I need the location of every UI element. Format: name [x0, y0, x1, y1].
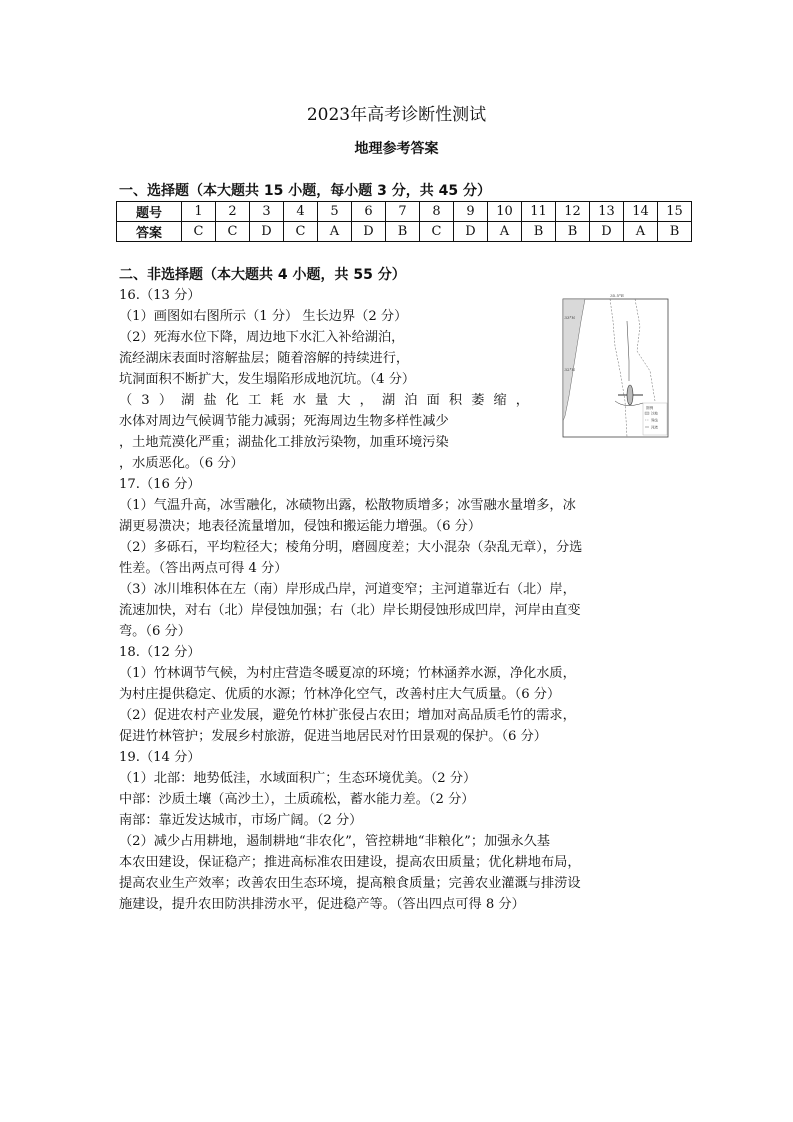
q17-line: （2）多砾石，平均粒径大；棱角分明，磨圆度差；大小混杂（杂乱无章），分选 — [119, 540, 583, 555]
q18-line: 促进竹林管护；发展乡村旅游，促进当地居民对竹田景观的保护。（6 分） — [119, 729, 547, 744]
q17-line: 17.（16 分） — [119, 477, 201, 492]
q17-line: （1）气温升高，冰雪融化，冰碛物出露，松散物质增多；冰雪融水量增多，冰 — [119, 498, 576, 513]
legend-sand: 沙地 — [651, 411, 658, 416]
q19-line: 南部：靠近发达城市，市场广阔。（2 分） — [119, 813, 363, 828]
table-cell: 4 — [284, 202, 318, 222]
q17-line: 性差。（答出两点可得 4 分） — [119, 561, 288, 576]
q17-line: 弯。（6 分） — [119, 624, 191, 639]
q19-line: （1）北部：地势低洼，水域面积广；生态环境优美。（2 分） — [119, 771, 477, 786]
section1-heading: 一、选择题（本大题共 15 小题，每小题 3 分，共 45 分） — [119, 183, 491, 199]
q16-line: （1）画图如右图所示（1 分） 生长边界（2 分） — [119, 309, 408, 324]
table-row-numbers — [117, 202, 692, 222]
table-cell: 15 — [658, 202, 692, 222]
table-cell: 5 — [318, 202, 352, 222]
q18-line: 18.（12 分） — [119, 645, 201, 660]
answer-table — [116, 201, 692, 242]
q16-line: 流经湖床表面时溶解盐层；随着溶解的持续进行， — [119, 351, 410, 366]
q18-line: （2）促进农村产业发展，避免竹林扩张侵占农田；增加对高品质毛竹的需求， — [119, 708, 576, 723]
q17-line: （3）冰川堆积体在左（南）岸形成凸岸，河道变窄；主河道靠近右（北）岸， — [119, 582, 576, 597]
lat-label-2: 32°N — [564, 367, 575, 372]
q16-line: （3）湖盐化工耗水量大，湖泊面积萎缩， — [119, 393, 529, 408]
table-cell: C — [216, 222, 250, 242]
table-cell: 3 — [250, 202, 284, 222]
table-cell: 10 — [488, 202, 522, 222]
q16-line: 坑洞面积不断扩大，发生塌陷形成地沉坑。（4 分） — [119, 372, 416, 387]
page-title: 2023年高考诊断性测试 — [306, 105, 487, 125]
row-label-answer: 答案 — [117, 222, 182, 242]
table-cell: 6 — [352, 202, 386, 222]
q17-line: 湖更易溃决；地表径流量增加，侵蚀和搬运能力增强。（6 分） — [119, 519, 482, 534]
legend-border: 界线 — [651, 418, 658, 423]
table-cell: 14 — [624, 202, 658, 222]
table-cell: 8 — [420, 202, 454, 222]
q18-line: （1）竹林调节气候，为村庄营造冬暖夏凉的环境；竹林涵养水源，净化水质， — [119, 666, 576, 681]
q16-line: 水体对周边气候调节能力减弱；死海周边生物多样性减少 — [119, 414, 449, 429]
table-cell: A — [488, 222, 522, 242]
lon-label: 35.5°E — [610, 293, 624, 298]
q16-line: ，土地荒漠化严重；湖盐化工排放污染物，加重环境污染 — [119, 435, 449, 450]
row-label-number: 题号 — [117, 202, 182, 222]
table-cell: C — [284, 222, 318, 242]
table-row-answers — [117, 222, 692, 242]
q19-line: 施建设，提升农田防洪排涝水平，促进稳产等。（答出四点可得 8 分） — [119, 897, 525, 912]
q16-line: 16.（13 分） — [119, 288, 201, 303]
table-cell: D — [250, 222, 284, 242]
table-cell: 2 — [216, 202, 250, 222]
q19-line: 本农田建设，保证稳产；推进高标准农田建设，提高农田质量；优化耕地布局， — [119, 855, 581, 870]
table-cell: B — [556, 222, 590, 242]
q19-line: 中部：沙质土壤（高沙土），土质疏松，蓄水能力差。（2 分） — [119, 792, 475, 807]
table-cell: A — [318, 222, 352, 242]
q17-line: 流速加快，对右（北）岸侵蚀加强；右（北）岸长期侵蚀形成凹岸，河岸由直变 — [119, 603, 581, 618]
table-cell: D — [352, 222, 386, 242]
section2-heading: 二、非选择题（本大题共 4 小题，共 55 分） — [119, 267, 406, 283]
q19-line: 19.（14 分） — [119, 750, 201, 765]
q19-line: 提高农业生产效率；改善农田生态环境，提高粮食质量；完善农业灌溉与排涝设 — [119, 876, 581, 891]
table-cell: B — [658, 222, 692, 242]
legend-river: 河流 — [651, 425, 658, 430]
table-cell: 9 — [454, 202, 488, 222]
table-cell: D — [454, 222, 488, 242]
table-cell: 7 — [386, 202, 420, 222]
table-cell: A — [624, 222, 658, 242]
lat-label-1: 33°N — [564, 315, 575, 320]
legend-title: 图例 — [646, 406, 654, 410]
table-cell: C — [182, 222, 216, 242]
table-cell: D — [590, 222, 624, 242]
table-cell: 11 — [522, 202, 556, 222]
table-cell: 13 — [590, 202, 624, 222]
dead-sea-map — [555, 291, 672, 441]
q16-line: ，水质恶化。（6 分） — [119, 456, 244, 471]
q19-line: （2）减少占用耕地，遏制耕地“非农化”，管控耕地“非粮化”；加强永久基 — [119, 834, 550, 849]
table-cell: B — [386, 222, 420, 242]
q18-line: 为村庄提供稳定、优质的水源；竹林净化空气，改善村庄大气质量。（6 分） — [119, 687, 561, 702]
q16-line: （2）死海水位下降，周边地下水汇入补给湖泊， — [119, 330, 405, 345]
table-cell: 12 — [556, 202, 590, 222]
table-cell: 1 — [182, 202, 216, 222]
page-subtitle: 地理参考答案 — [354, 141, 439, 157]
table-cell: C — [420, 222, 454, 242]
table-cell: B — [522, 222, 556, 242]
